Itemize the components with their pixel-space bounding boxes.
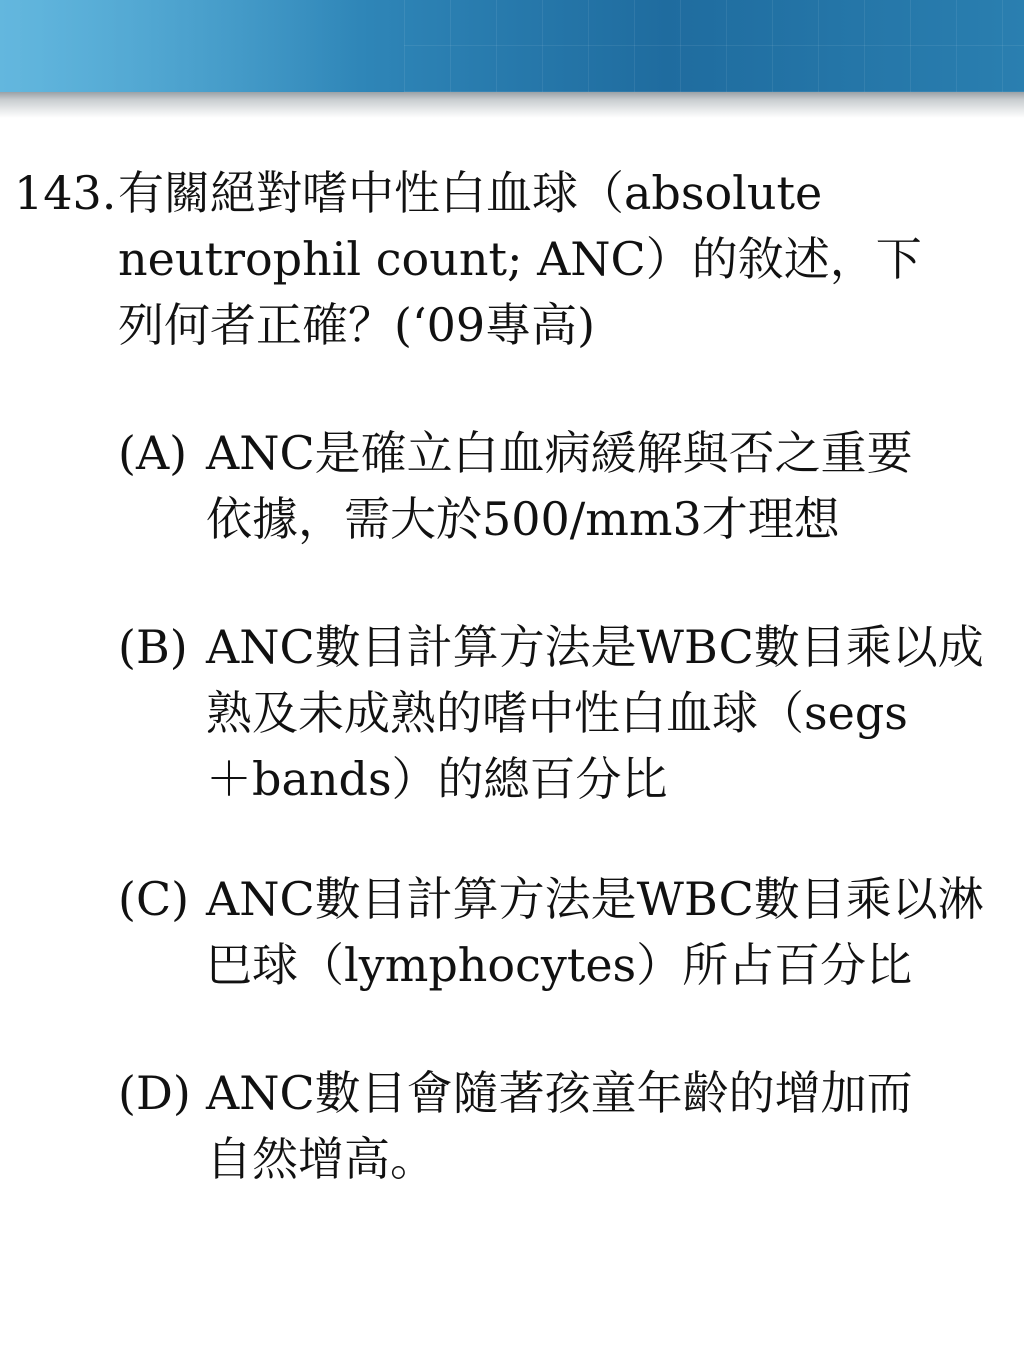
- question-number: 143.: [14, 166, 117, 220]
- option-d-text: ANC數目會隨著孩童年齡的增加而 自然增高。: [206, 1066, 913, 1186]
- question-text: 有關絕對嗜中性白血球（absolute neutrophil count; ANC）的敘述，下 列何者正確？(‘09專高): [118, 166, 922, 352]
- option-a-label: (A): [118, 426, 188, 480]
- option-c-label: (C): [118, 872, 190, 926]
- option-b-label: (B): [118, 620, 188, 674]
- option-d-label: (D): [118, 1066, 191, 1120]
- option-a-text: ANC是確立白血病緩解與否之重要 依據，需大於500/mm3才理想: [206, 426, 913, 546]
- option-c-text: ANC數目計算方法是WBC數目乘以淋 巴球（lymphocytes）所占百分比: [206, 872, 984, 992]
- option-b-text: ANC數目計算方法是WBC數目乘以成 熟及未成熟的嗜中性白血球（segs ＋bands）的總百分比: [206, 620, 984, 806]
